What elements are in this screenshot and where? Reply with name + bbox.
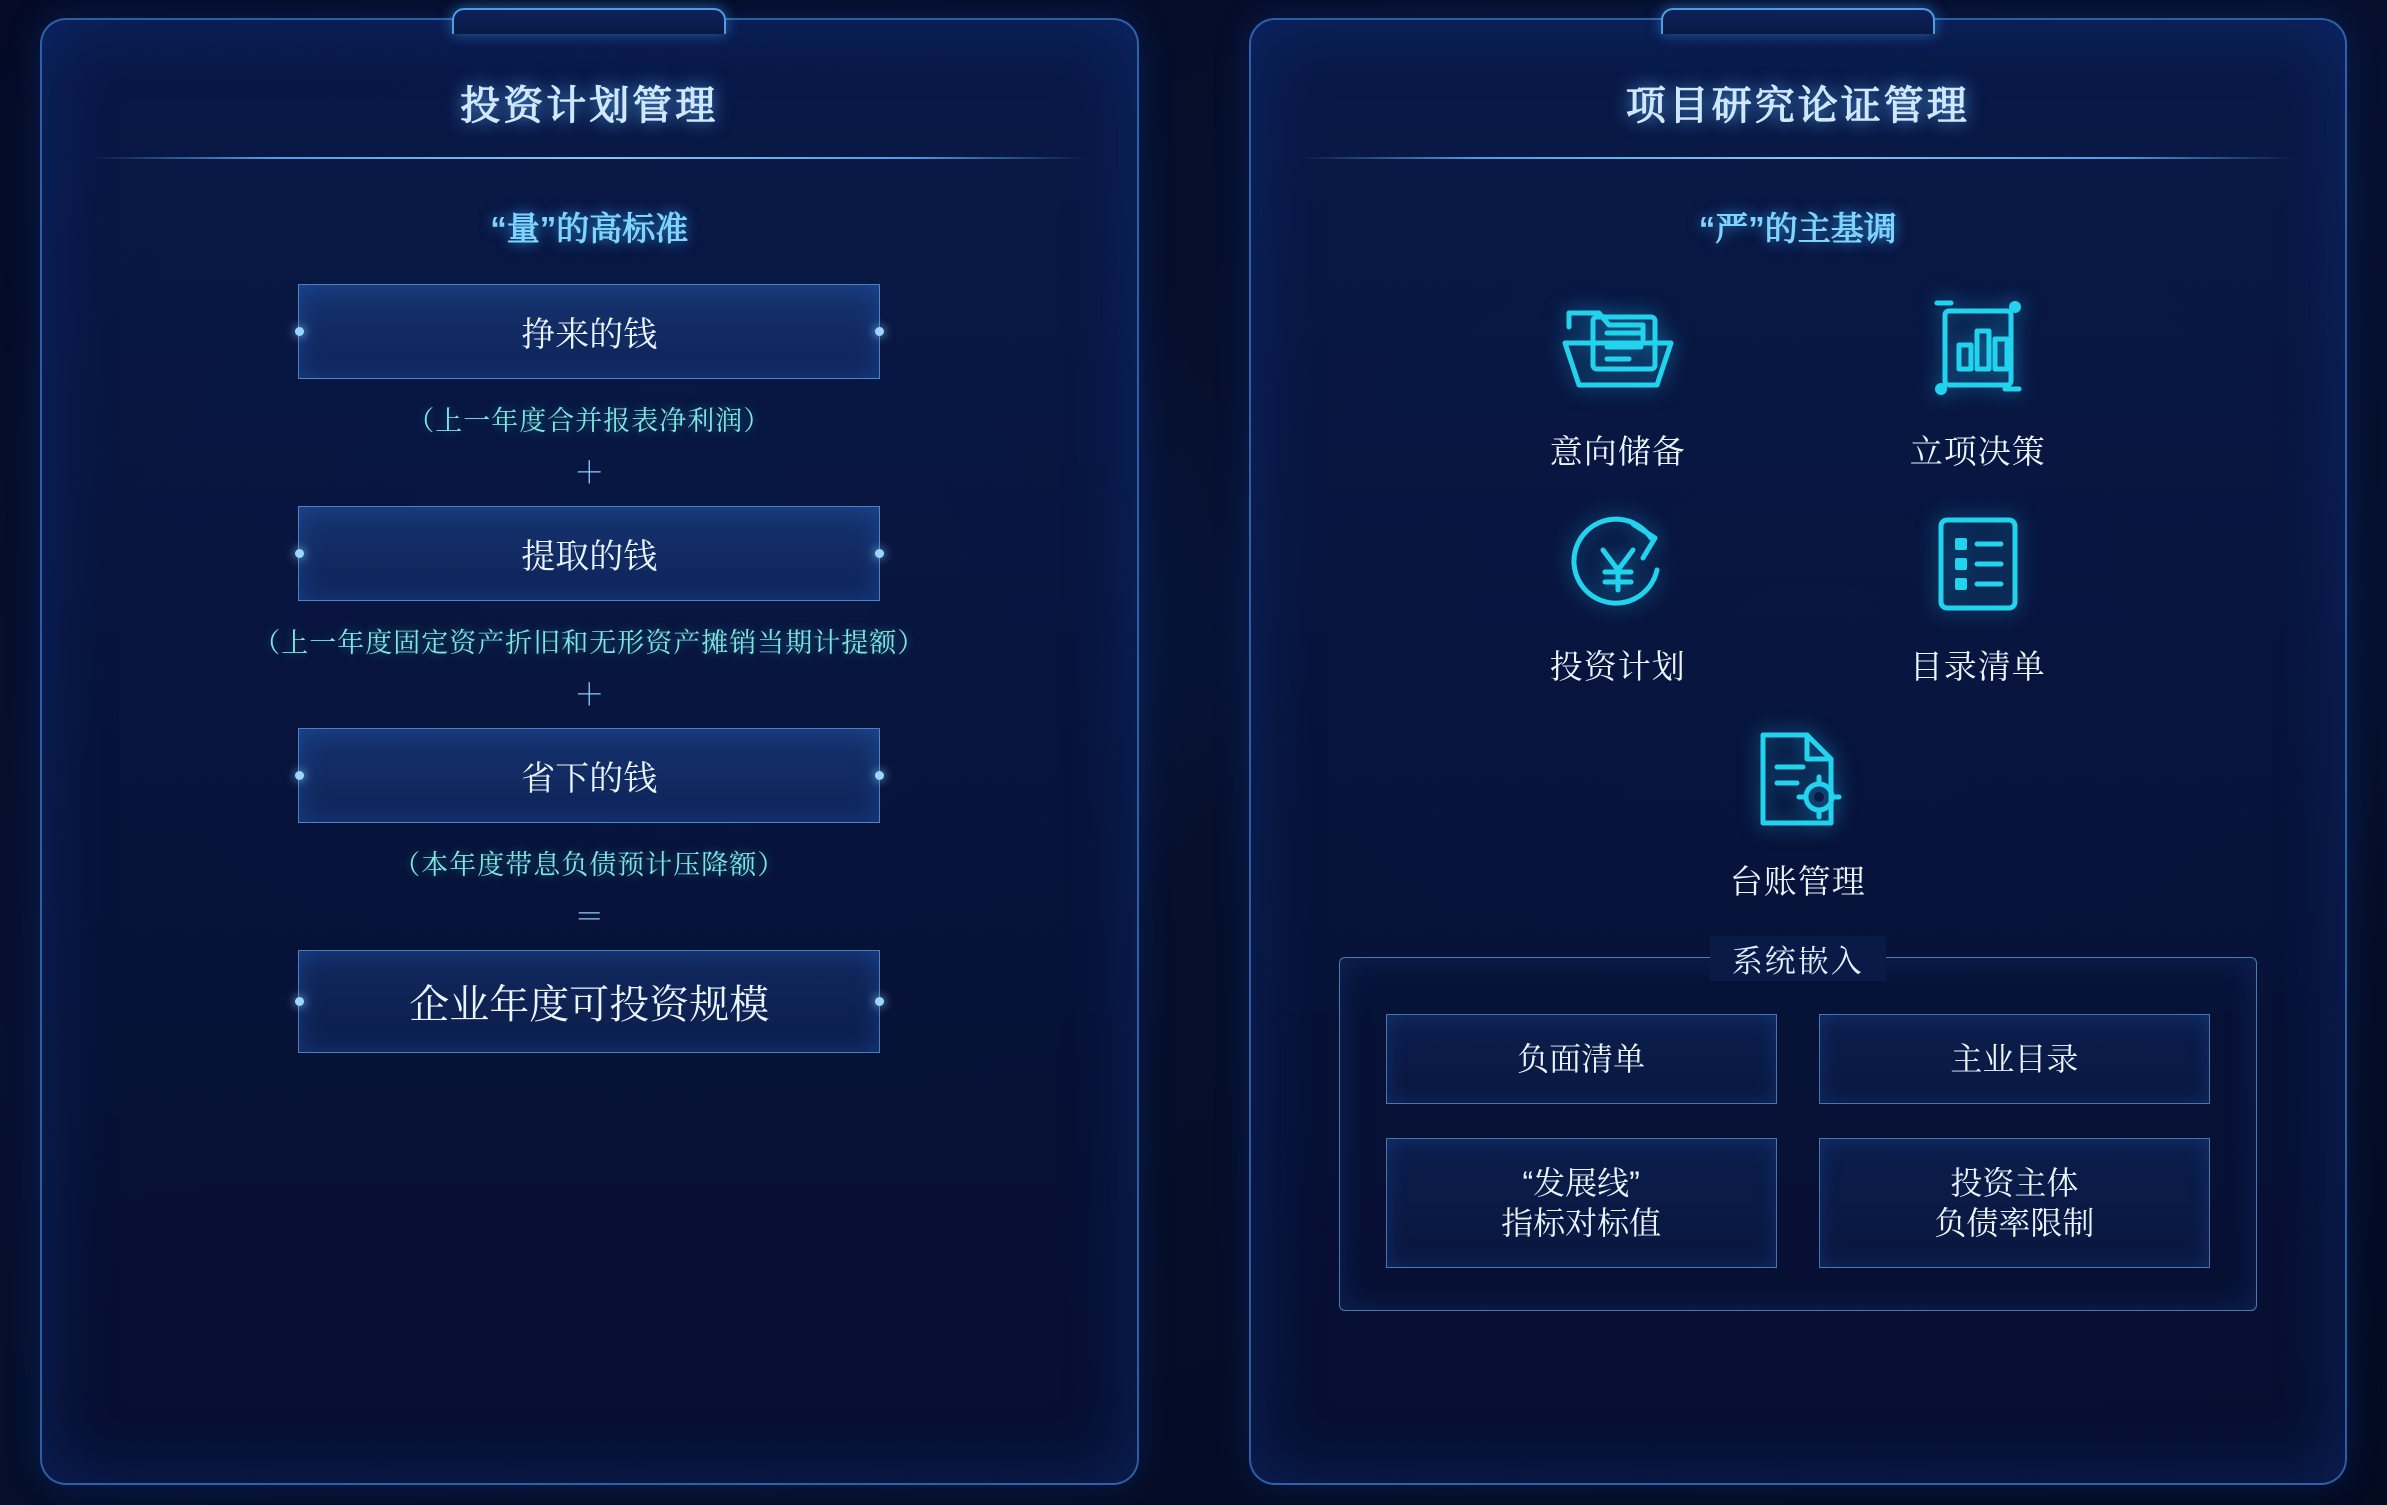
flow-box-step-1: 挣来的钱	[298, 284, 880, 379]
embed-item-development-line[interactable]	[1386, 1138, 1777, 1268]
panel-project-research	[1249, 18, 2348, 1485]
embed-item-line1: 负面清单	[1517, 1041, 1646, 1077]
embed-item-main-business-catalog[interactable]	[1819, 1014, 2210, 1104]
flow-note-step-2: （上一年度固定资产折旧和无形资产摊销当期计提额）	[253, 628, 926, 658]
process-item-label: 目录清单	[1909, 648, 2046, 685]
system-embed-group	[1339, 944, 2258, 1311]
folder-document-icon	[1548, 284, 1688, 414]
embed-item-debt-ratio-limit[interactable]	[1819, 1138, 2210, 1268]
bar-chart-icon	[1908, 284, 2048, 414]
investment-formula-flow	[90, 284, 1089, 1053]
flow-operator-1: ＋	[574, 457, 605, 490]
flow-operator-3: ＝	[574, 901, 605, 934]
process-item-intent-reserve[interactable]	[1468, 284, 1768, 473]
panel-title-left: 投资计划管理	[460, 84, 719, 128]
system-embed-legend: 系统嵌入	[1710, 936, 1886, 981]
system-embed-grid	[1386, 1014, 2211, 1268]
flow-box-result: 企业年度可投资规模	[298, 950, 880, 1053]
process-item-ledger-management[interactable]	[1648, 714, 1948, 903]
process-item-catalog-list[interactable]	[1828, 499, 2128, 688]
embed-item-line1: “发展线”	[1522, 1165, 1640, 1201]
flow-box-step-3: 省下的钱	[298, 728, 880, 823]
flow-note-step-3: （本年度带息负债预计压降额）	[393, 850, 786, 880]
embed-item-line1: 投资主体	[1950, 1165, 2079, 1201]
panel-investment-plan	[40, 18, 1139, 1485]
flow-operator-2: ＋	[574, 679, 605, 712]
panel-subtitle-left: “量”的高标准	[490, 210, 689, 247]
document-gear-icon	[1728, 714, 1868, 844]
panel-title-right: 项目研究论证管理	[1625, 84, 1970, 128]
process-item-label: 台账管理	[1729, 863, 1866, 900]
checklist-icon	[1908, 499, 2048, 629]
process-item-label: 意向储备	[1549, 433, 1686, 470]
title-divider-right	[1299, 157, 2298, 159]
title-divider-left	[90, 157, 1089, 159]
embed-item-line2: 指标对标值	[1501, 1205, 1662, 1241]
process-item-approval-decision[interactable]	[1828, 284, 2128, 473]
process-item-label: 立项决策	[1909, 433, 2046, 470]
embed-item-line1: 主业目录	[1950, 1041, 2079, 1077]
process-item-investment-plan[interactable]	[1468, 499, 1768, 688]
embed-item-negative-list[interactable]	[1386, 1014, 1777, 1104]
process-icon-grid	[1299, 284, 2298, 929]
flow-note-step-1: （上一年度合并报表净利润）	[407, 406, 772, 436]
process-item-label: 投资计划	[1549, 648, 1686, 685]
yen-refresh-icon	[1548, 499, 1688, 629]
embed-item-line2: 负债率限制	[1934, 1205, 2095, 1241]
flow-box-step-2: 提取的钱	[298, 506, 880, 601]
panel-subtitle-right: “严”的主基调	[1698, 210, 1897, 247]
